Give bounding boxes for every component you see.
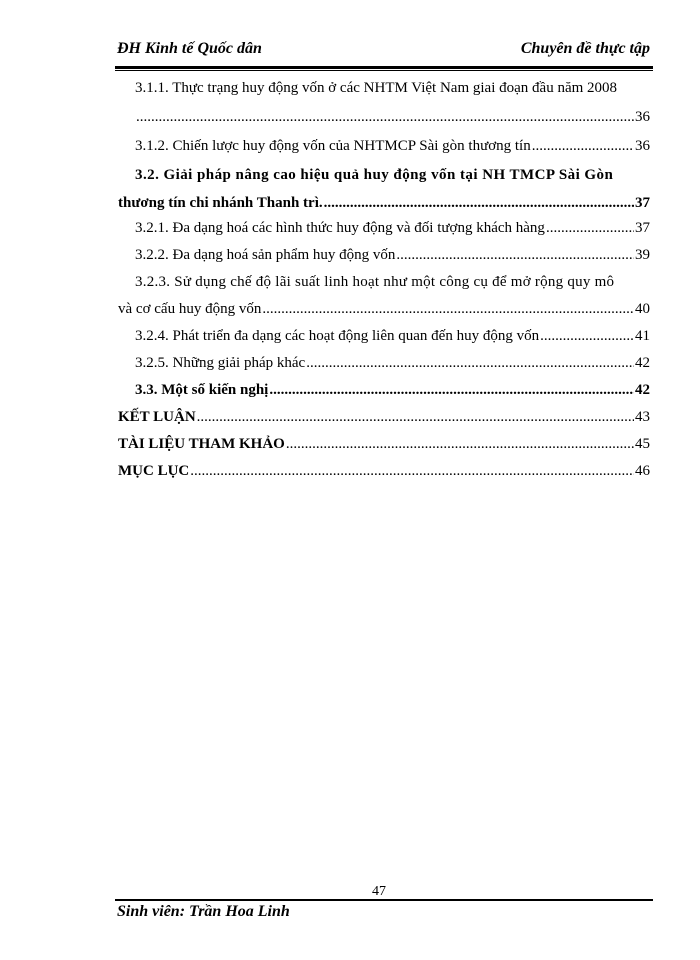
toc-entry-text: TÀI LIỆU THAM KHẢO — [118, 436, 285, 452]
header-left: ĐH Kinh tế Quốc dân — [117, 40, 262, 57]
toc-entry-3-2-3[interactable] — [135, 274, 650, 296]
toc-page-number: 41 — [635, 328, 650, 344]
toc-entry-3-2-2[interactable] — [135, 247, 650, 269]
toc-page-number: 42 — [635, 382, 650, 398]
toc-entry-text: 3.2.1. Đa dạng hoá các hình thức huy động và đối tượng khách hàng — [135, 220, 545, 236]
footer-author: Sinh viên: Trần Hoa Linh — [117, 903, 290, 920]
toc-entry-text: 3.2.4. Phát triển đa dạng các hoạt động liên quan đến huy động vốn — [135, 328, 540, 344]
toc-entry-3-3[interactable] — [135, 382, 650, 404]
toc-page-number: 37 — [635, 195, 650, 211]
toc-page-number: 39 — [635, 247, 650, 263]
toc-page-number: 46 — [635, 463, 650, 479]
toc-page-number: 43 — [635, 409, 650, 425]
footer-rule — [115, 899, 653, 901]
toc-leader-dots — [136, 109, 634, 126]
toc-entry-text: KẾT LUẬN — [118, 409, 196, 425]
toc-entry-text: 3.2.5. Những giải pháp khác — [135, 355, 306, 371]
toc-entry-text: MỤC LỤC — [118, 463, 190, 479]
toc-page-number: 36 — [635, 109, 650, 125]
toc-leader-dots — [546, 220, 634, 237]
page-number: 47 — [372, 884, 386, 899]
toc-page-number: 36 — [635, 138, 650, 154]
toc-leader-dots — [532, 138, 634, 155]
toc-entry-3-2-cont[interactable] — [118, 195, 650, 217]
toc-entry-text: 3.2.3. Sử dụng chế độ lãi suất linh hoạt như một công cụ để mở rộng quy mô — [135, 274, 615, 290]
toc-leader-dots — [324, 195, 634, 212]
toc-leader-dots — [269, 382, 634, 399]
toc-entry-3-1-1-cont[interactable] — [135, 109, 650, 131]
toc-entry-3-2-4[interactable] — [135, 328, 650, 350]
toc-page-number: 37 — [635, 220, 650, 236]
toc-entry-text: 3.2. Giải pháp nâng cao hiệu quả huy động vốn tại NH TMCP Sài Gòn — [135, 167, 614, 183]
toc-page-number: 42 — [635, 355, 650, 371]
toc-entry-text: và cơ cấu huy động vốn — [118, 301, 262, 317]
toc-page-number: 45 — [635, 436, 650, 452]
header-rule-thin — [115, 70, 653, 71]
toc-leader-dots — [190, 463, 634, 480]
toc-entry-tai-lieu-tham-khao[interactable] — [118, 436, 650, 458]
toc-entry-muc-luc[interactable] — [118, 463, 650, 485]
toc-entry-text: 3.1.1. Thực trạng huy động vốn ở các NHTM Việt Nam giai đoạn đầu năm 2008 — [135, 80, 618, 96]
toc-entry-3-1-2[interactable] — [135, 138, 650, 160]
toc-leader-dots — [286, 436, 634, 453]
header-rule — [115, 66, 653, 69]
toc-entry-text: 3.3. Một số kiến nghị — [135, 382, 269, 398]
toc-entry-text: 3.2.2. Đa dạng hoá sản phẩm huy động vốn — [135, 247, 396, 263]
toc-entry-text: thương tín chi nhánh Thanh trì. — [118, 195, 323, 211]
toc-entry-text: 3.1.2. Chiến lược huy động vốn của NHTMCP Sài gòn thương tín — [135, 138, 531, 154]
toc-entry-3-2[interactable] — [135, 167, 650, 189]
toc-leader-dots — [197, 409, 634, 426]
toc-page-number: 40 — [635, 301, 650, 317]
toc-entry-3-2-1[interactable] — [135, 220, 650, 242]
toc-leader-dots — [540, 328, 634, 345]
toc-entry-3-2-3-cont[interactable] — [118, 301, 650, 323]
toc-entry-3-2-5[interactable] — [135, 355, 650, 377]
header-right: Chuyên đề thực tập — [520, 40, 650, 57]
toc-entry-ket-luan[interactable] — [118, 409, 650, 431]
toc-entry-3-1-1[interactable] — [135, 80, 650, 102]
toc-leader-dots — [306, 355, 634, 372]
toc-leader-dots — [262, 301, 634, 318]
toc-leader-dots — [396, 247, 634, 264]
